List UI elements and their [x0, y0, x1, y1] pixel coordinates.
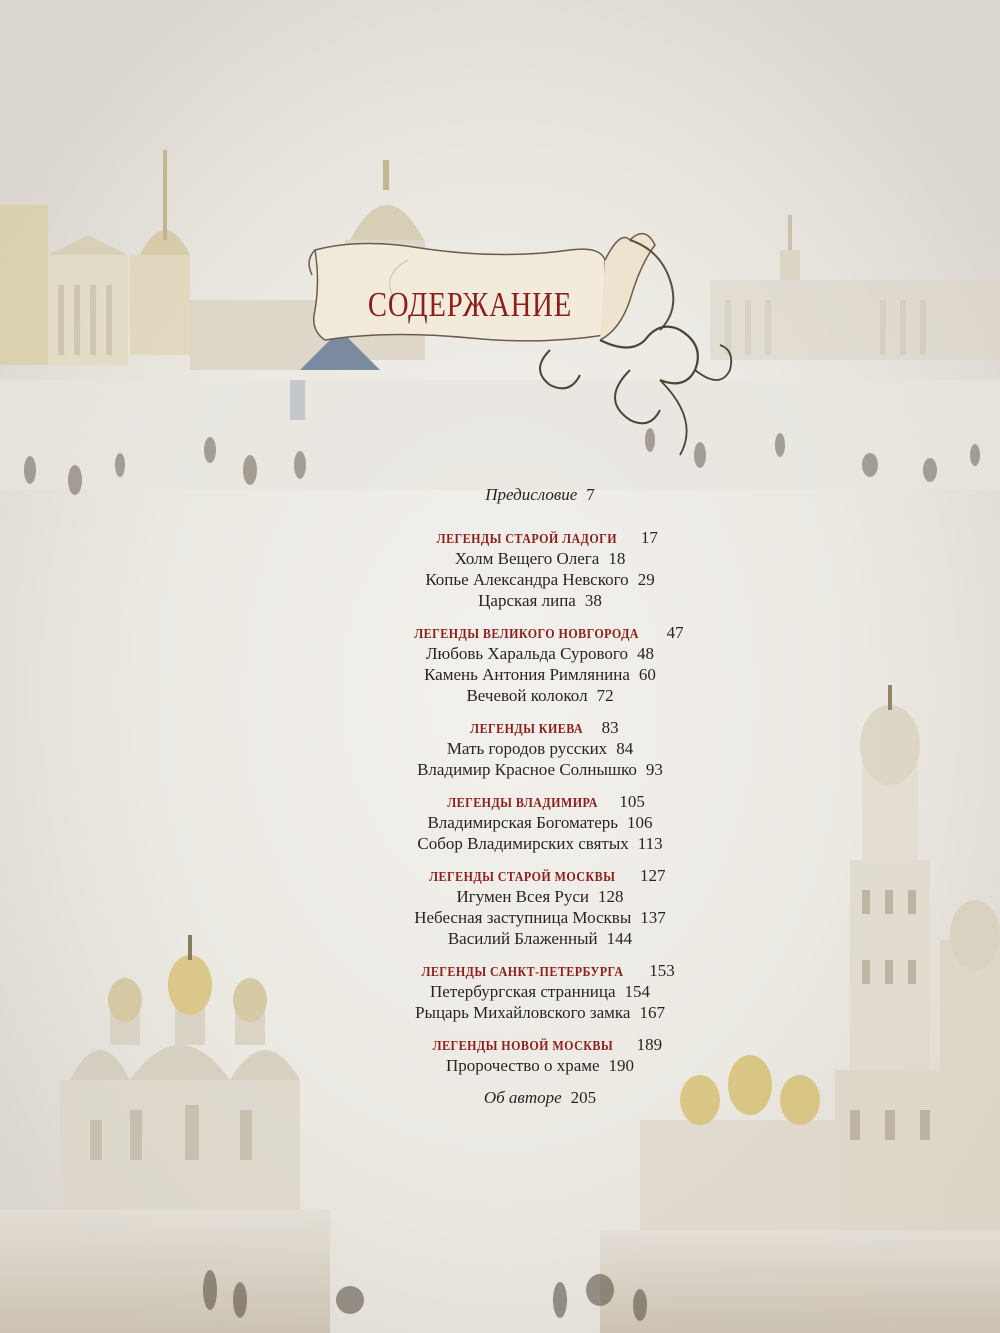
toc-section-heading[interactable]	[250, 1034, 830, 1055]
toc-entry-page: 128	[597, 887, 624, 906]
toc-entry-label: Копье Александра Невского	[425, 570, 629, 589]
toc-section-page: 127	[640, 866, 666, 885]
toc-section-heading[interactable]	[250, 791, 830, 812]
toc-section-page: 105	[619, 792, 645, 811]
toc-entry-label: Царская липа	[478, 591, 576, 610]
toc-entry[interactable]	[250, 812, 830, 833]
toc-entry-label: Петербургская странница	[429, 982, 616, 1001]
toc-section-heading[interactable]	[250, 622, 830, 643]
toc-entry[interactable]	[250, 907, 830, 928]
toc-entry-label: Рыцарь Михайловского замка	[415, 1003, 631, 1022]
toc-section-title: ЛЕГЕНДЫ СТАРОЙ МОСКВЫ	[429, 870, 616, 885]
toc-entry-label: Мать городов русских	[446, 739, 608, 758]
toc-entry[interactable]	[250, 1055, 830, 1076]
page-title: СОДЕРЖАНИЕ	[367, 285, 573, 324]
toc-section-title: ЛЕГЕНДЫ КИЕВА	[470, 722, 584, 737]
toc-entry-page: 93	[645, 760, 663, 779]
toc-outro[interactable]	[250, 1087, 830, 1108]
toc-entry[interactable]	[250, 590, 830, 611]
toc-entry-label: Игумен Всея Руси	[456, 887, 589, 906]
toc-entry-page: 38	[584, 591, 602, 610]
toc-intro-page: 7	[586, 485, 595, 504]
scroll-banner	[300, 220, 740, 470]
toc-entry-page: 29	[637, 570, 655, 589]
toc-entry-page: 113	[637, 834, 663, 853]
toc-entry-page: 154	[624, 982, 651, 1001]
toc-entry[interactable]	[250, 643, 830, 664]
toc-section-page: 83	[601, 718, 619, 737]
toc-outro-page: 205	[570, 1088, 597, 1107]
toc-intro[interactable]	[250, 484, 830, 505]
toc-section-page: 47	[666, 623, 684, 642]
toc-entry[interactable]	[250, 981, 830, 1002]
toc-entry-label: Пророчество о храме	[445, 1056, 600, 1075]
toc-section-heading[interactable]	[250, 960, 830, 981]
toc-entry[interactable]	[250, 833, 830, 854]
toc-entry[interactable]	[250, 1002, 830, 1023]
toc-section-page: 17	[640, 528, 658, 547]
toc-entry-page: 190	[608, 1056, 635, 1075]
toc-outro-label: Об авторе	[483, 1088, 562, 1107]
toc-entry[interactable]	[250, 664, 830, 685]
toc-entry-page: 137	[640, 908, 666, 927]
toc-section-heading[interactable]	[250, 717, 830, 738]
toc-section-heading[interactable]	[250, 865, 830, 886]
toc-section-heading[interactable]	[250, 527, 830, 548]
toc-entry[interactable]	[250, 928, 830, 949]
toc-section-page: 153	[649, 961, 675, 980]
toc-section-title: ЛЕГЕНДЫ НОВОЙ МОСКВЫ	[432, 1039, 613, 1054]
toc-entry-page: 84	[616, 739, 634, 758]
toc-entry-label: Холм Вещего Олега	[454, 549, 600, 568]
toc-entry-page: 167	[639, 1003, 665, 1022]
toc-entry-page: 18	[608, 549, 626, 568]
toc-section-title: ЛЕГЕНДЫ СТАРОЙ ЛАДОГИ	[436, 532, 618, 547]
toc-entry-page: 48	[636, 644, 654, 663]
toc-entry[interactable]	[250, 738, 830, 759]
toc-entry-page: 72	[596, 686, 614, 705]
toc-entry[interactable]	[250, 685, 830, 706]
toc-section-title: ЛЕГЕНДЫ ВЛАДИМИРА	[447, 796, 599, 811]
toc-entry-label: Камень Антония Римлянина	[424, 665, 630, 684]
toc-entry[interactable]	[250, 548, 830, 569]
toc-entry-label: Любовь Харальда Сурового	[426, 644, 628, 663]
toc-section-page: 189	[636, 1035, 663, 1054]
table-of-contents	[250, 484, 830, 1108]
toc-entry-page: 106	[627, 813, 653, 832]
toc-entry-label: Собор Владимирских святых	[417, 834, 629, 853]
toc-entry-label: Василий Блаженный	[447, 929, 598, 948]
toc-entry-label: Владимирская Богоматерь	[427, 813, 619, 832]
toc-entry-label: Вечевой колокол	[466, 686, 588, 705]
toc-section-title: ЛЕГЕНДЫ ВЕЛИКОГО НОВГОРОДА	[414, 627, 640, 642]
toc-entry-label: Владимир Красное Солнышко	[417, 760, 637, 779]
toc-entry[interactable]	[250, 569, 830, 590]
toc-intro-label: Предисловие	[485, 485, 578, 504]
toc-entry-label: Небесная заступница Москвы	[414, 908, 632, 927]
toc-entry[interactable]	[250, 886, 830, 907]
toc-entry[interactable]	[250, 759, 830, 780]
toc-entry-page: 60	[638, 665, 656, 684]
toc-entry-page: 144	[606, 929, 633, 948]
toc-section-title: ЛЕГЕНДЫ САНКТ-ПЕТЕРБУРГА	[421, 965, 624, 980]
